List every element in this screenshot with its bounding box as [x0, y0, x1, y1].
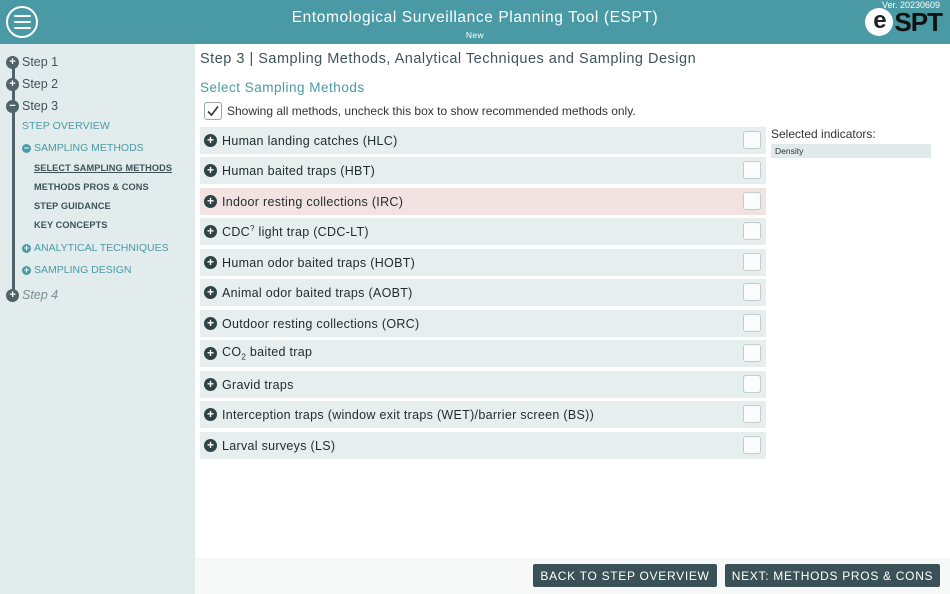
method-row-hobt[interactable]	[200, 249, 766, 276]
logo-e: e	[865, 8, 893, 36]
method-label	[222, 345, 312, 362]
method-checkbox[interactable]	[743, 161, 761, 179]
method-row-orc[interactable]	[200, 310, 766, 337]
section-title: Select Sampling Methods	[200, 80, 365, 95]
method-label-main: CO	[222, 345, 242, 360]
sidebar-sampling-design[interactable]	[22, 264, 131, 276]
method-row-larval[interactable]	[200, 432, 766, 459]
method-checkbox[interactable]	[743, 375, 761, 393]
plus-circle-icon: +	[23, 242, 30, 253]
app-subtitle: New	[465, 30, 485, 40]
method-row-hlc[interactable]	[200, 127, 766, 154]
show-all-methods-toggle[interactable]	[204, 102, 636, 120]
plus-circle-icon: +	[204, 286, 217, 299]
method-label-rest: baited trap	[246, 345, 313, 360]
sidebar-step-label: Step 4	[22, 288, 59, 302]
plus-circle-icon: +	[23, 264, 30, 275]
method-row-irc[interactable]	[200, 188, 766, 215]
method-label: Human odor baited traps (HOBT)	[222, 255, 416, 270]
method-label: Interception traps (window exit traps (WET)/barrier screen (BS))	[222, 407, 595, 422]
plus-circle-icon: +	[204, 134, 217, 147]
method-label: Indoor resting collections (IRC)	[222, 194, 404, 209]
method-label: Human baited traps (HBT)	[222, 163, 376, 178]
method-checkbox[interactable]	[743, 131, 761, 149]
method-row-gravid[interactable]	[200, 371, 766, 398]
plus-circle-icon: +	[6, 78, 19, 91]
minus-circle-icon: −	[6, 100, 19, 113]
sidebar-step-1[interactable]	[6, 54, 58, 70]
plus-circle-icon: +	[204, 195, 217, 208]
back-to-step-overview-button[interactable]: BACK TO STEP OVERVIEW	[533, 564, 717, 587]
plus-circle-icon: +	[6, 289, 19, 302]
plus-circle-icon: +	[204, 378, 217, 391]
plus-circle-icon: +	[204, 317, 217, 330]
header-bar	[0, 0, 950, 44]
plus-circle-icon: +	[204, 408, 217, 421]
show-all-checkbox[interactable]	[204, 102, 222, 120]
method-label: Gravid traps	[222, 377, 294, 392]
minus-circle-icon: −	[23, 142, 30, 153]
sidebar-step-label: Step 1	[22, 55, 59, 69]
method-checkbox[interactable]	[743, 344, 761, 362]
method-checkbox[interactable]	[743, 283, 761, 301]
show-all-label: Showing all methods, uncheck this box to show recommended methods only.	[227, 104, 636, 118]
plus-circle-icon: +	[204, 164, 217, 177]
espt-logo	[865, 8, 942, 36]
sidebar-step-2[interactable]	[6, 76, 58, 92]
method-checkbox[interactable]	[743, 192, 761, 210]
version-label: Ver. 20230609	[881, 0, 940, 10]
plus-circle-icon: +	[204, 225, 217, 238]
method-checkbox[interactable]	[743, 405, 761, 423]
method-label	[222, 224, 369, 239]
sidebar-sampling-design-label: SAMPLING DESIGN	[34, 264, 132, 276]
sidebar-step-label: Step 2	[22, 77, 59, 91]
method-row-cdc-lt[interactable]	[200, 218, 766, 245]
method-checkbox[interactable]	[743, 253, 761, 271]
plus-circle-icon: +	[204, 439, 217, 452]
method-row-aobt[interactable]	[200, 279, 766, 306]
page-title: Step 3 | Sampling Methods, Analytical Techniques and Sampling Design	[200, 51, 697, 67]
sidebar-sampling-methods[interactable]	[22, 142, 144, 154]
sidebar	[0, 44, 195, 594]
logo-spt: SPT	[894, 7, 942, 37]
selected-indicator-item: Density	[771, 144, 931, 158]
method-label-sub: 2	[241, 352, 247, 362]
method-row-hbt[interactable]	[200, 157, 766, 184]
sidebar-step-3[interactable]	[6, 98, 58, 114]
method-checkbox[interactable]	[743, 222, 761, 240]
method-label: Animal odor baited traps (AOBT)	[222, 285, 413, 300]
method-checkbox[interactable]	[743, 314, 761, 332]
checkmark-icon	[206, 104, 220, 118]
method-label: Larval surveys (LS)	[222, 438, 336, 453]
method-row-co2[interactable]	[200, 340, 766, 367]
sidebar-step-4[interactable]	[6, 287, 58, 303]
sidebar-sampling-methods-label: SAMPLING METHODS	[34, 142, 144, 154]
plus-circle-icon: +	[204, 256, 217, 269]
sidebar-select-sampling-methods[interactable]: SELECT SAMPLING METHODS	[34, 163, 173, 173]
plus-circle-icon: +	[6, 56, 19, 69]
step-rail	[12, 62, 15, 294]
method-label-rest: light trap (CDC-LT)	[254, 225, 369, 240]
sidebar-key-concepts[interactable]: KEY CONCEPTS	[34, 220, 108, 230]
sidebar-analytical-techniques[interactable]	[22, 242, 169, 254]
next-methods-pros-cons-button[interactable]: NEXT: METHODS PROS & CONS	[725, 564, 940, 587]
selected-indicators-title: Selected indicators:	[771, 127, 876, 141]
sidebar-step-overview[interactable]: STEP OVERVIEW	[22, 120, 110, 132]
method-label-sup: ?	[249, 223, 255, 233]
sidebar-analytical-techniques-label: ANALYTICAL TECHNIQUES	[34, 242, 169, 254]
method-label-main: CDC	[222, 225, 250, 240]
method-row-interception[interactable]	[200, 401, 766, 428]
method-label: Outdoor resting collections (ORC)	[222, 316, 420, 331]
sidebar-step-label: Step 3	[22, 99, 59, 113]
plus-circle-icon: +	[204, 347, 217, 360]
method-checkbox[interactable]	[743, 436, 761, 454]
sidebar-methods-pros-cons[interactable]: METHODS PROS & CONS	[34, 182, 149, 192]
method-label: Human landing catches (HLC)	[222, 133, 398, 148]
app-title: Entomological Surveillance Planning Tool (ESPT)	[291, 9, 659, 26]
sidebar-step-guidance[interactable]: STEP GUIDANCE	[34, 201, 111, 211]
